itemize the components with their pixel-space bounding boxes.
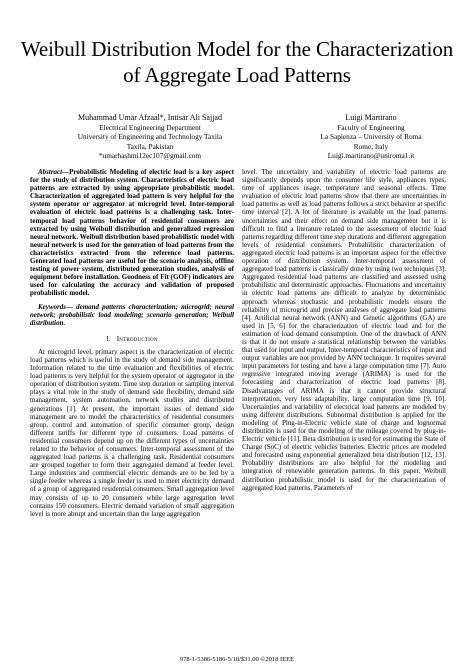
author-affiliation-line: La Sapienza – University of Roma <box>320 132 422 142</box>
author-affiliation-line: Taxila, Pakistan <box>126 141 174 151</box>
author-affiliation-line: Electrical Engineering Department <box>99 123 201 132</box>
author-affiliation-line: University of Engineering and Technology Taxila <box>77 132 223 142</box>
author-name: Muhammad Umar Afzaal*, Intisar Ali Sajjad <box>78 113 222 122</box>
intro-paragraph-left: At microgrid level, primary aspect is the characterization of electric load patterns which is useful in the study of demand side management. Information related to the time evaluation and flexibilities of electric load patterns is very helpful for the system operator or aggregator in the operation of distribution system. Time step duration or sampling interval plays a vital role in the study of demand side flexibility, demand side management, system automation, network studies and distributed generations [1]. At present, the important issues of demand side management are to model the characteristics of residential consumers group, control and automation of specific consumer group, design different tariffs for different type of consumers. Load patterns of residential consumers depend up on the different types of uncertainties related to the behavior of consumers. Inter-temporal assessment of the aggregated load patterns is a challenging task. Residential consumers are grouped together to form their aggregated demand at feeder level. Large industries and commercial electric demands are to be fed by a single feeder whereas a single feeder is used to meet electricity demand of a group of aggregated residential consumers. Small aggregation level may consists of up to 20 consumers while large aggregation level contains 150 consumers. Electric demand variation of small aggregation level is more abrupt and uncertain than the large aggregation <box>30 347 234 518</box>
keywords-text: — demand patterns characterization; microgrid; neural network; probabilistic load modeling; scenario generation; Weibull distribution. <box>30 302 234 327</box>
author-email: *umarhashmi12ec107@gmail.com <box>98 151 202 161</box>
abstract <box>30 168 234 298</box>
author-block-1 <box>56 112 244 161</box>
footer-copyright: 978-1-5386-5186-5/18/$31.00 ©2018 IEEE <box>179 656 295 663</box>
section-heading <box>30 335 234 343</box>
author-email: Luigi.martirano@uniroma1.it <box>327 151 415 161</box>
section-number: I. <box>106 334 111 343</box>
keywords <box>30 303 234 327</box>
author-name: Luigi Martirano <box>345 113 397 122</box>
paper-title: Weibull Distribution Model for the Characterization of Aggregate Load Patterns <box>20 37 454 87</box>
abstract-text: —Probabilistic Modeling of electric load is a key aspect for the study of distribution system. Characteristics of electric load patterns are extracted by using appropriate probabilistic model. Characterization of aggregated load pattern is very helpful for the system operator or aggregator at microgrid level. Inter-temporal evaluation of electric load patterns is a challenging task. Inter-temporal load patterns behavior of residential consumers are extracted by using Weibull distribution and generalized regression neural network. Weibull distribution based probabilistic model with neural network is used for the generation of load patterns from the characteristics extracted from the reference load patterns. Generated load patterns are useful for the scenario analysis, offline testing of power system, distributed generation studies, analysis of equipment before installation. Goodness of Fit (GOF) indicators are used for calculating the accuracy and validation of proposed probabilistic model. <box>30 168 234 298</box>
section-title: Introduction <box>116 334 158 343</box>
author-affiliation-line: Rome, Italy <box>353 141 389 151</box>
left-column <box>30 168 234 518</box>
right-column <box>242 168 446 492</box>
keywords-label: Keywords <box>38 302 66 311</box>
author-block-2 <box>286 112 456 161</box>
intro-paragraph-right: level. The uncertainty and variability of electric load patterns are significantly depends upon the consumer life style, appliances types, time of appliances usage, temperature and seasonal effects. Time evaluation of electric load patterns show that there are uncertainties in load patterns as well as load patterns follows a strict behavior at specific time interval [2]. A lot of literature is available on the load patterns uncertainties and their effect on demand side management but it is difficult to find a literature related to the assessment of electric load patterns regarding different time step durations and different aggregation levels of residential consumers. Probabilistic characterization of aggregated electric load patterns is an important aspect for the effective operation of distribution system. Inter-temporal assessment of aggregated load patterns is classically done by using two techniques [3]. Aggregated residential load patterns are classified and assessed using probabilistic and deterministic approaches. Fluctuations and uncertainty in electric load patterns are difficult to analyze by deterministic approach whereas stochastic and probabilistic models ensure the reliability of microgrid and precise analyses of aggregate load patterns [4]. Artificial neural network (ANN) and Genetic algorithms (GA) are used in [5, 6] for the characterization of electric load and for the estimation of load demand consumption. One of the drawback of ANN is that it do not ensure a statistical relationship between the variables that used for input and output. Inter-temporal characteristics of input and output variables are not provided by ANN technique. It requires several input parameters for testing and have a large computation time [7]. Auto regressive integrated moving average (ARIMA) is used for the forecasting and characterization of electric load patterns [8]. Disadvantages of ARIMA is that it cannot provide structural interpretation, very less adaptability, large computation time [9, 10]. Uncertainties and variability of electrical load patterns are modeled by using different distributions. Subnormal distribution is applied for the modeling of Plug-in-Electric vehicle state of charge and lognormal distribution is used for the modeling of the mileage covered by plug-in-Electric vehicle [11]. Beta distribution is used for estimating the State of Charge (SoC) of electric vehicles batteries. Electric prices are modeled and forecasted using exponential generalized beta distribution [12, 13]. Probability distributions are also helpful for the modeling and integration of renewable generation patterns. In this paper, Weibull distribution probabilistic model is used for the characterization of aggregated load patterns. Parameters of <box>242 168 446 492</box>
author-affiliation-line: Faculty of Engineering <box>337 123 405 132</box>
abstract-label: Abstract <box>38 168 63 176</box>
